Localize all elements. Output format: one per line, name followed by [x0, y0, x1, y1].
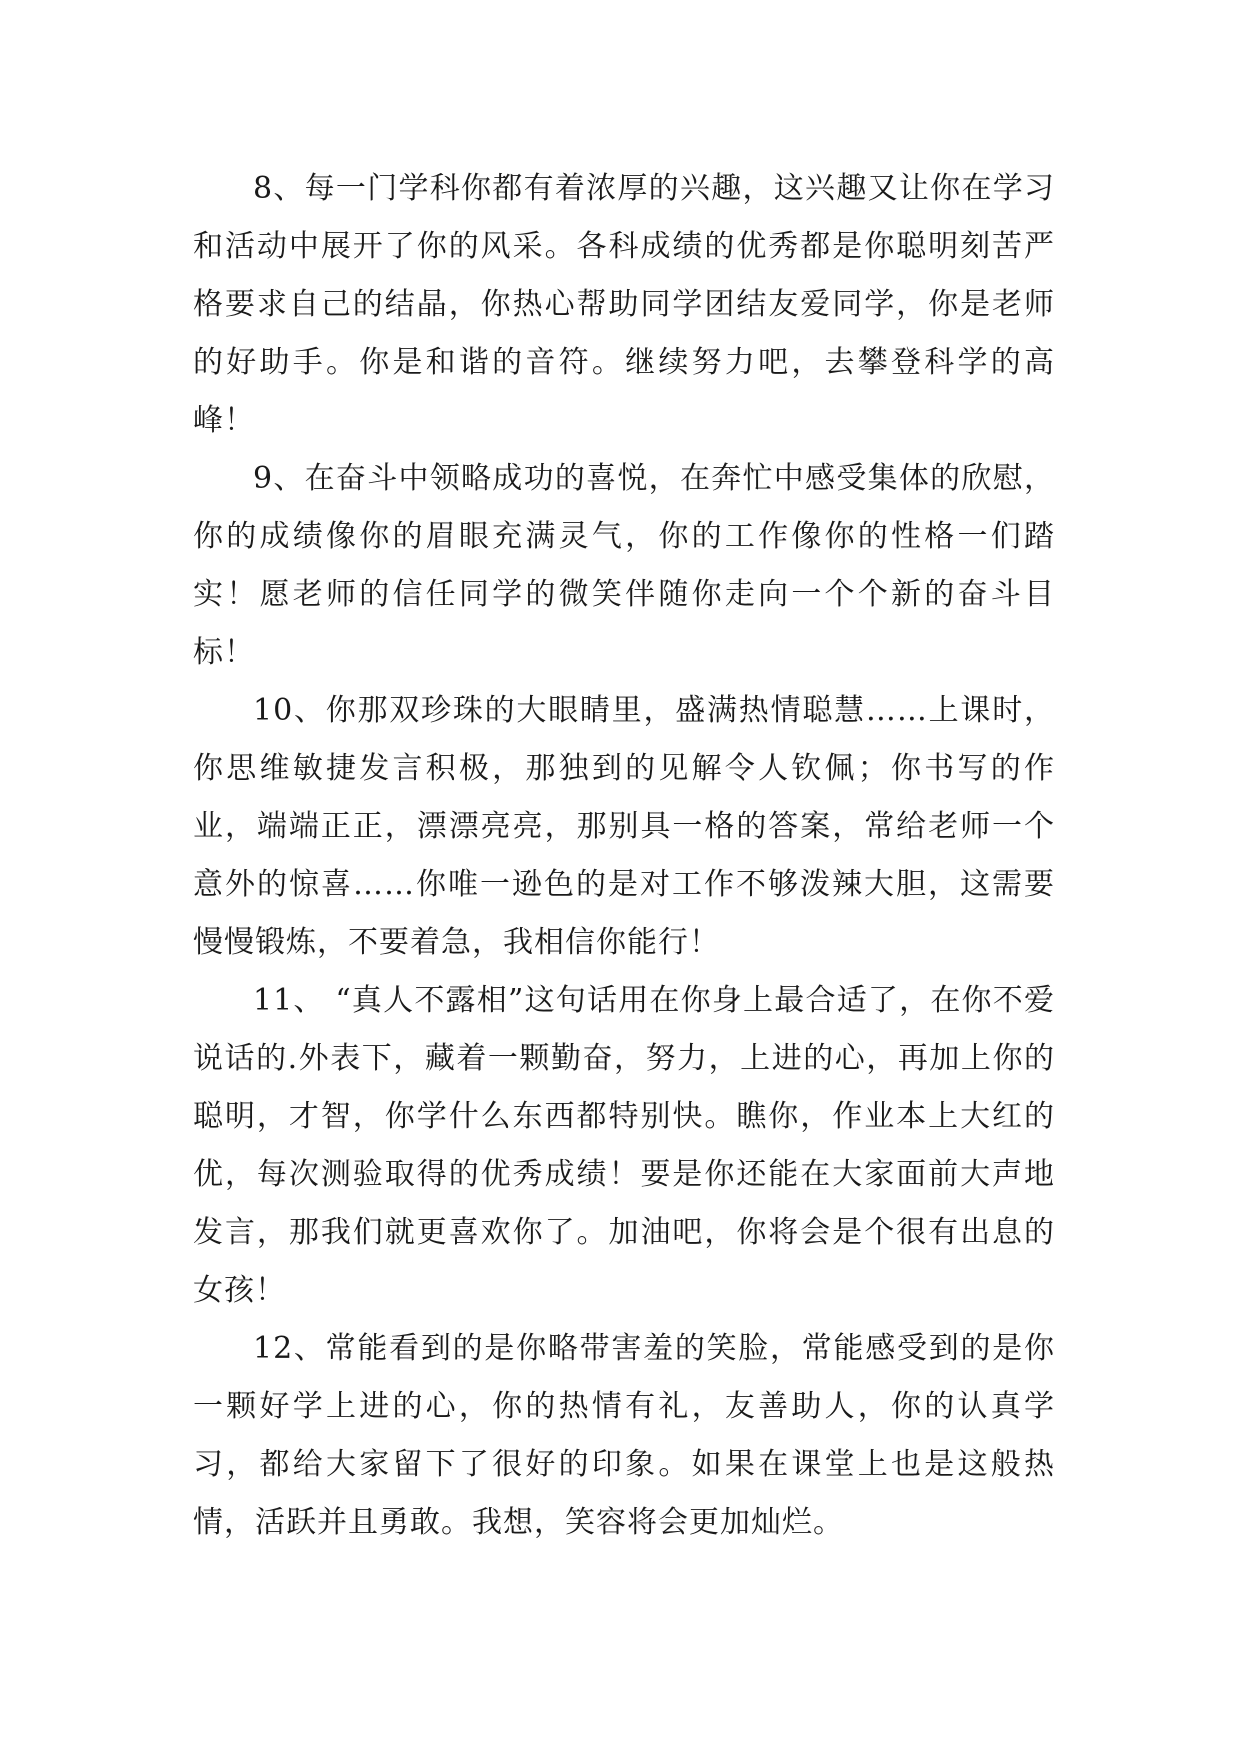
- paragraph-8: 8、每一门学科你都有着浓厚的兴趣，这兴趣又让你在学习和活动中展开了你的风采。各科成绩的优秀都是你聪明刻苦严格要求自己的结晶，你热心帮助同学团结友爱同学，你是老师的好助手。你是和谐的音符。继续努力吧，去攀登科学的高峰！: [193, 171, 1055, 438]
- document-body: [193, 160, 1055, 1552]
- paragraph-12: 12、常能看到的是你略带害羞的笑脸，常能感受到的是你一颗好学上进的心，你的热情有礼，友善助人，你的认真学习，都给大家留下了很好的印象。如果在课堂上也是这般热情，活跃并且勇敢。我想，笑容将会更加灿烂。: [193, 1331, 1055, 1540]
- paragraph-11: 11、 “真人不露相”这句话用在你身上最合适了，在你不爱说话的.外表下，藏着一颗勤奋，努力，上进的心，再加上你的聪明，才智，你学什么东西都特别快。瞧你，作业本上大红的优，每次测验取得的优秀成绩！要是你还能在大家面前大声地发言，那我们就更喜欢你了。加油吧，你将会是个很有出息的女孩！: [193, 983, 1055, 1308]
- paragraph-10: 10、你那双珍珠的大眼睛里，盛满热情聪慧……上课时，你思维敏捷发言积极，那独到的见解令人钦佩；你书写的作业，端端正正，漂漂亮亮，那别具一格的答案，常给老师一个意外的惊喜……你唯一逊色的是对工作不够泼辣大胆，这需要慢慢锻炼，不要着急，我相信你能行！: [193, 693, 1055, 960]
- paragraph-9: 9、在奋斗中领略成功的喜悦，在奔忙中感受集体的欣慰，你的成绩像你的眉眼充满灵气，你的工作像你的性格一们踏实！愿老师的信任同学的微笑伴随你走向一个个新的奋斗目标！: [193, 461, 1055, 670]
